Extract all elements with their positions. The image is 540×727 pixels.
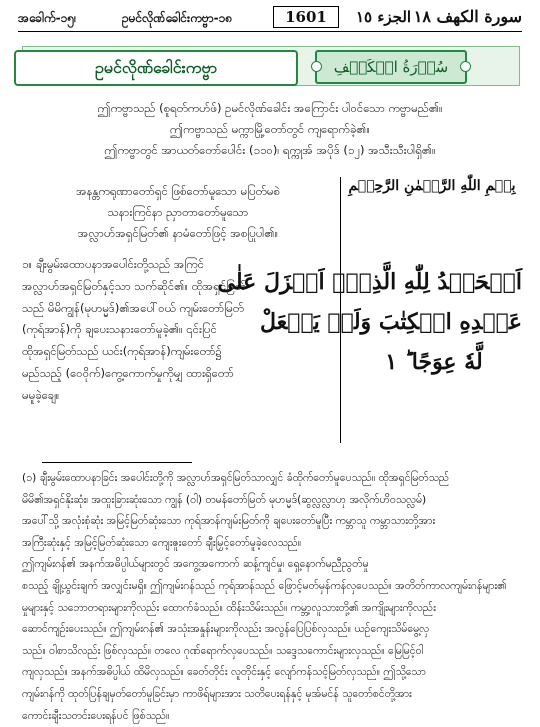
- footnote: [22, 468, 520, 727]
- header-divider: [18, 31, 522, 32]
- footnote-line: သည်။ ဝါစာသိလည်း ဖြစ်လှသည်။ တလေ ဂုဏ်ရောက်လှပေသည်။ သဒ္ဒေသကောင်းများလှသည်။ မြေမြင့်ဝါ: [22, 644, 424, 657]
- basmala-line: သနားကြင်နာ ညှာတာတော်မူသော: [107, 205, 249, 219]
- verse-line: မည်သည့် (ဝေဝိုက်)ကွေ့ကောက်မှုကိုမျှ ထားရှိတော်: [22, 365, 234, 380]
- verse-line: အလ္လာဟ်အရှင်မြတ်နှင့်သာ သက်ဆိုင်၏။ ထိုအရှင်မြတ်: [22, 278, 246, 293]
- chapter-intro: [20, 98, 520, 161]
- verse-line: မမူခဲ့ချေ။: [22, 387, 60, 402]
- basmala-line: အလ္လာဟ်အရှင်မြတ်၏ နာမံတော်ဖြင့် အစပြုပါ၏။: [77, 226, 279, 240]
- intro-line: ဤကဗ္ဗာသည် မက္ကာမြို့တော်တွင် ကျရောက်ခဲ့၏။: [169, 122, 370, 136]
- footnote-line: စသည့် ချို့ယွင်းချက် အလျှင်းမရှိ။ ဤကျမ်းဂန်သည် ကုရ်အာန်သည် ဖြောင့်မတ်မှန်ကန်လှပေသည်။ အတိတ်ကာလကျမ်းဂန်များ၏: [22, 579, 507, 592]
- verse-line: (ကုရ်အာန်)ကို ချပေးသနားတော်မူခဲ့၏။ ၎င်းပြင်: [22, 322, 217, 337]
- footnote-line: အပေါ်သို့ အလုံးစုံဆုံး အမြင့်မြတ်ဆုံးသော ကုရ်အာန်ကျမ်းမြတ်ကို ချပေးတော်မူပြီး ကမ္ဘာသူ ကမ္ဘာသားတို့အား: [22, 515, 436, 528]
- basmala-line: အနန္တကရုဏာတော်ရှင် ဖြစ်တော်မူသော မပြတ်မစဲ: [76, 184, 280, 198]
- header-juz: الجزء ١٥: [356, 8, 412, 26]
- page-number: 1601: [273, 6, 339, 28]
- header-installment: အခေါက်-၁၅၊: [18, 11, 77, 25]
- footnote-line: ကျမ်းဂန်ကို ထုတ်ပြန်ချမှတ်တော်မူခြင်းမှာ ကာဖိရ်များအား သတိပေးရန်နှင့် မုအ်မင်န် သူတော်စင်တို့အား: [22, 687, 412, 700]
- page-header: [18, 6, 522, 30]
- verse-arabic-line: اَلۡحَمۡدُ لِلّٰهِ الَّذِىۡۤ اَنۡزَلَ عَلٰى: [217, 269, 522, 295]
- intro-line: ဤကဗ္ဗာသည် (စူရတ်ကဟ်ဖ်) ဥမင်လိုဏ်ခေါင်း အကြောင်း ပါဝင်သော ကဗ္ဗာမည်၏။: [97, 101, 443, 115]
- footnote-line: မှုများနှင့် သဘောတရားများကိုလည်း ထောက်ခံသည်။ ထိန်းသိမ်းသည်။ ကမ္ဘာ့လူသားတို့၏ အကျိုးများကိုလည်း: [22, 601, 436, 614]
- verse-arabic: [217, 262, 522, 382]
- footnote-divider: [42, 462, 192, 463]
- header-chapter: ဥမင်လိုဏ်ခေါင်းကဗ္ဗာ-၁၈: [122, 11, 233, 25]
- verse-arabic-line: عَبۡدِهِ الۡكِتٰبَ وَلَمۡ يَجۡعَلْ: [259, 309, 522, 335]
- footnote-line: မိမိ၏အရှင်နိုးဆုံး၊ အထူးခြားဆုံးသော ကျွန် (ဝါ) တမန်တော်မြတ် မုဟမ္မဒ်(ဆွလ္လလ္လာဟု အလိုက်ဟိဝသလ္လမ်): [22, 493, 427, 506]
- verse-line: သည် မိမိကျွန်(မုဟမ္မဒ်)၏အပေါ်ဝယ် ကျမ်းတော်မြတ်: [22, 300, 244, 315]
- footnote-line: အကြီးဆုံးနှင့် အမြင့်မြတ်ဆုံးသော ကျေးဇူးတော် ချီးမြှင့်တော်မူခဲ့လေသည်။: [22, 536, 302, 549]
- basmala-translation: [22, 181, 334, 244]
- header-surah: سورة الكهف ١٨: [413, 7, 522, 26]
- footnote-line: ကျလှသည်။ အနက်အဓိပ္ပါယ် ထိမိလှသည်။ ခေတ်တိုင်း လူတိုင်းနှင့် လျော်ကန်သင့်မြတ်လှသည်။ ဤသို့သော: [22, 666, 426, 679]
- footnote-line: ကောင်းချီးသတင်းပေးရန်ပင် ဖြစ်သည်။: [22, 709, 170, 722]
- footnote-line: (၁) ချီးမွမ်းထောပနာခြင်း အပေါင်းတို့ကို အလ္လာဟ်အရှင်မြတ်သာလျှင် ခံထိုက်တော်မူပေသည်။ ထိုအရှင်မြတ်သည်: [22, 472, 450, 484]
- basmala-arabic: بِسۡمِ اللّٰهِ الرَّحۡمٰنِ الرَّحِيۡمِ: [348, 178, 516, 194]
- verse-line: ၁။ ချီးမွမ်းထောပနာအပေါင်းတို့သည် အကြင်: [22, 257, 205, 271]
- footnote-line: ဆောင်ကျဉ်းပေးသည်။ ဤကျမ်းဂန်၏ အသုံးအနှုန်းများကိုလည်း အလွန်ပြေပြစ်လှသည်။ ယဉ်ကျေးသိမ်မွေ့လှ: [22, 623, 430, 636]
- chapter-title-arabic: سُوۡرَةُ الۡكَهۡفِ: [315, 50, 467, 84]
- verse-arabic-line: لَّهٗ عِوَجًا ؕ ۱: [385, 349, 483, 375]
- verse-line: ထိုအရှင်မြတ်သည် ယင်း(ကုရ်အာန်)ကျမ်းတော်၌: [22, 344, 222, 359]
- intro-line: ဤကဗ္ဗာတွင် အာယတ်တော်ပေါင်း (၁၁၀)၊ ရက္ကုအ် အပိုဒ် (၁၂) အသီးသီးပါရှိ၏။: [104, 143, 436, 157]
- chapter-title-burmese: ဥမင်လိုဏ်ခေါင်းကဗ္ဗာ: [14, 50, 298, 86]
- footnote-line: ဤကျမ်းဂန်၏ အနက်အဓိပ္ပါယ်များတွင် အကွေ့အကောက် ဆန့်ကျင်မှု၊ ရှေ့နောက်မညီညွတ်မှု: [22, 558, 369, 571]
